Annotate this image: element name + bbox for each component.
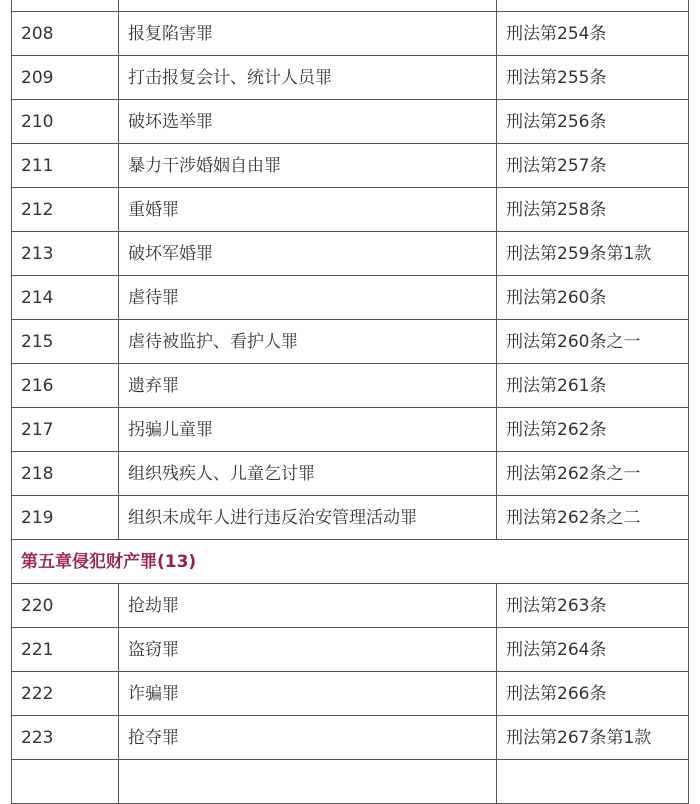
crime-table-body: [12, 0, 689, 804]
table-row: [12, 276, 689, 320]
crime-name: 诈骗罪: [119, 672, 497, 716]
crime-number: 223: [12, 716, 119, 760]
crime-name: 拐骗儿童罪: [119, 408, 497, 452]
law-article: 刑法第254条: [497, 12, 689, 56]
law-article: 刑法第259条第1款: [497, 232, 689, 276]
crime-name: 组织残疾人、儿童乞讨罪: [119, 452, 497, 496]
crime-number: 218: [12, 452, 119, 496]
crime-number: 209: [12, 56, 119, 100]
crime-name: 重婚罪: [119, 188, 497, 232]
crime-number: 220: [12, 584, 119, 628]
table-row: [12, 0, 689, 12]
law-article: 刑法第263条: [497, 584, 689, 628]
table-row: [12, 452, 689, 496]
table-row: [12, 364, 689, 408]
table-row: [12, 232, 689, 276]
crime-table: [11, 0, 689, 804]
crime-number: 208: [12, 12, 119, 56]
crime-name: 抢劫罪: [119, 584, 497, 628]
table-row: [12, 56, 689, 100]
crime-name: 盗窃罪: [119, 628, 497, 672]
crime-number: 221: [12, 628, 119, 672]
crime-name: [119, 0, 497, 12]
table-row: [12, 188, 689, 232]
law-article: [497, 0, 689, 12]
crime-number: 219: [12, 496, 119, 540]
crime-name: 破坏选举罪: [119, 100, 497, 144]
crime-number: [12, 760, 119, 804]
crime-name: 遗弃罪: [119, 364, 497, 408]
crime-name: [119, 760, 497, 804]
law-article: 刑法第267条第1款: [497, 716, 689, 760]
table-row: [12, 760, 689, 804]
crime-number: 214: [12, 276, 119, 320]
table-row: [12, 672, 689, 716]
table-row: [12, 584, 689, 628]
law-article: 刑法第266条: [497, 672, 689, 716]
law-article: 刑法第261条: [497, 364, 689, 408]
table-row: [12, 100, 689, 144]
law-article: 刑法第264条: [497, 628, 689, 672]
law-article: 刑法第262条之二: [497, 496, 689, 540]
crime-name: 暴力干涉婚姻自由罪: [119, 144, 497, 188]
crime-number: 215: [12, 320, 119, 364]
law-article: 刑法第255条: [497, 56, 689, 100]
crime-number: 213: [12, 232, 119, 276]
crime-name: 报复陷害罪: [119, 12, 497, 56]
crime-name: 抢夺罪: [119, 716, 497, 760]
crime-name: 虐待罪: [119, 276, 497, 320]
crime-number: 212: [12, 188, 119, 232]
crime-name: 破坏军婚罪: [119, 232, 497, 276]
table-row: [12, 12, 689, 56]
law-article: 刑法第258条: [497, 188, 689, 232]
table-row: [12, 144, 689, 188]
crime-number: 210: [12, 100, 119, 144]
table-row: [12, 716, 689, 760]
law-article: 刑法第257条: [497, 144, 689, 188]
crime-number: 222: [12, 672, 119, 716]
law-article: 刑法第262条: [497, 408, 689, 452]
table-row: [12, 628, 689, 672]
table-row: [12, 320, 689, 364]
crime-name: 虐待被监护、看护人罪: [119, 320, 497, 364]
crime-number: [12, 0, 119, 12]
table-row: [12, 496, 689, 540]
law-article: 刑法第260条: [497, 276, 689, 320]
crime-name: 打击报复会计、统计人员罪: [119, 56, 497, 100]
crime-number: 216: [12, 364, 119, 408]
law-article: [497, 760, 689, 804]
crime-number: 217: [12, 408, 119, 452]
chapter-heading: 第五章侵犯财产罪(13): [12, 540, 689, 584]
law-article: 刑法第262条之一: [497, 452, 689, 496]
chapter-heading-row: [12, 540, 689, 584]
law-article: 刑法第260条之一: [497, 320, 689, 364]
table-row: [12, 408, 689, 452]
crime-name: 组织未成年人进行违反治安管理活动罪: [119, 496, 497, 540]
law-article: 刑法第256条: [497, 100, 689, 144]
crime-number: 211: [12, 144, 119, 188]
